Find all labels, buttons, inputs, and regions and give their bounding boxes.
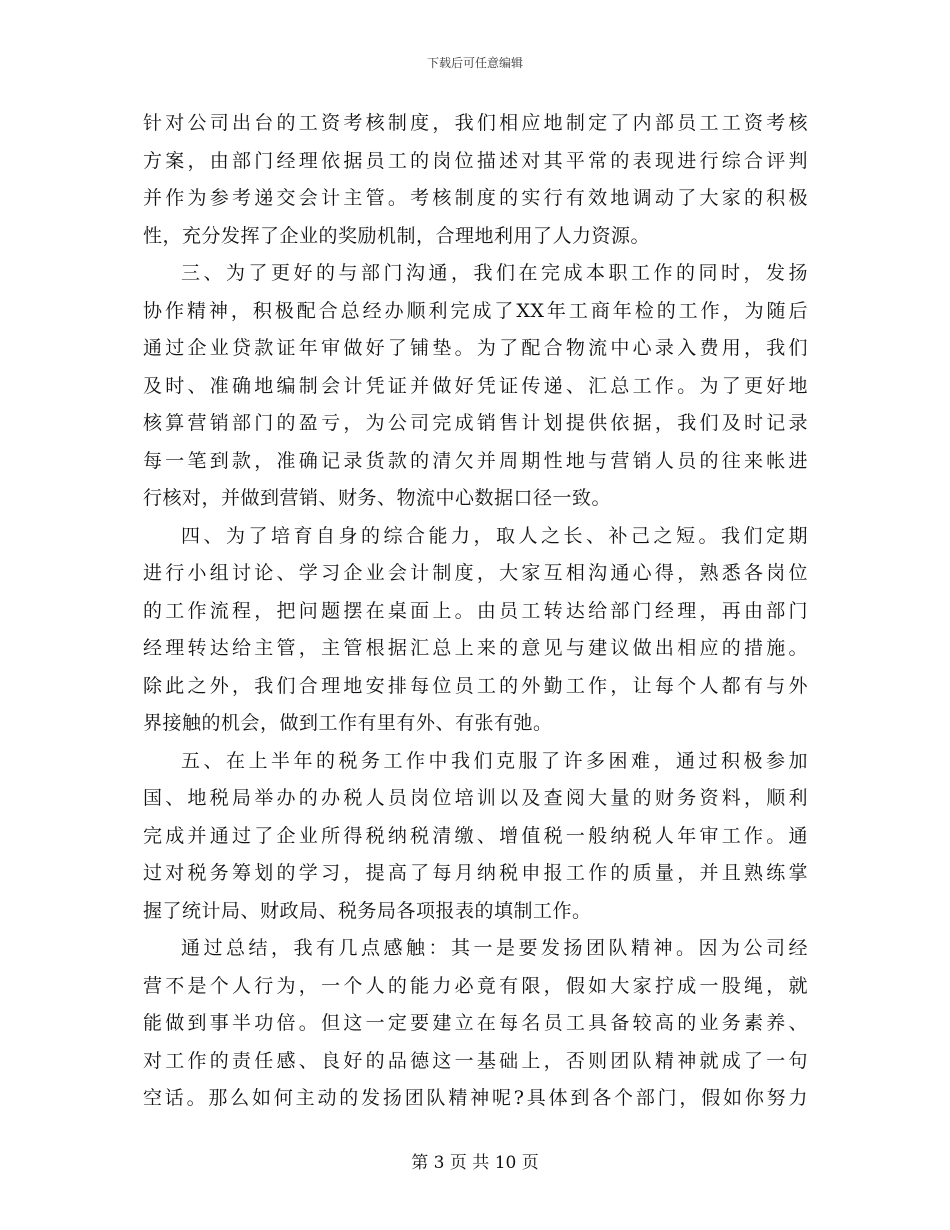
text-line: 经理转达给主管，主管根据汇总上来的意见与建议做出相应的措施。	[143, 637, 808, 659]
text-line: 三、为了更好的与部门沟通，我们在完成本职工作的同时，发扬	[181, 262, 808, 284]
text-line: 的工作流程，把问题摆在桌面上。由员工转达给部门经理，再由部门	[143, 599, 808, 622]
text-line: 性，充分发挥了企业的奖励机制，合理地利用了人力资源。	[143, 224, 651, 247]
text-line: 空话。那么如何主动的发扬团队精神呢?具体到各个部门，假如你努力	[143, 1087, 808, 1109]
text-line: 握了统计局、财政局、税务局各项报表的填制工作。	[143, 899, 592, 922]
text-line: 对工作的责任感、良好的品德这一基础上，否则团队精神就成了一句	[143, 1049, 808, 1072]
text-line: 并作为参考递交会计主管。考核制度的实行有效地调动了大家的积极	[143, 187, 808, 209]
document-body	[143, 105, 808, 1118]
text-line: 通过企业贷款证年审做好了铺垫。为了配合物流中心录入费用，我们	[143, 337, 808, 359]
text-line: 行核对，并做到营销、财务、物流中心数据口径一致。	[143, 487, 612, 509]
page-header-note: 下载后可任意编辑	[426, 56, 523, 70]
text-line: 界接触的机会，做到工作有里有外、有张有弛。	[143, 712, 553, 734]
text-line: 针对公司出台的工资考核制度，我们相应地制定了内部员工工资考核	[143, 112, 808, 134]
text-line: 四、为了培育自身的综合能力，取人之长、补己之短。我们定期	[181, 524, 808, 547]
text-line: 五、在上半年的税务工作中我们克服了许多困难，通过积极参加	[181, 749, 808, 772]
text-line: 协作精神，积极配合总经办顺利完成了XX年工商年检的工作，为随后	[143, 299, 808, 322]
text-line: 过对税务筹划的学习，提高了每月纳税申报工作的质量，并且熟练掌	[143, 862, 808, 884]
text-line: 进行小组讨论、学习企业会计制度，大家互相沟通心得，熟悉各岗位	[143, 562, 808, 584]
text-line: 及时、准确地编制会计凭证并做好凭证传递、汇总工作。为了更好地	[143, 374, 808, 397]
text-line: 每一笔到款，准确记录货款的清欠并周期性地与营销人员的往来帐进	[143, 449, 808, 472]
page-number-footer: 第 3 页 共 10 页	[411, 1153, 539, 1173]
text-line: 营不是个人行为，一个人的能力必竟有限，假如大家拧成一股绳，就	[143, 974, 808, 997]
text-line: 方案，由部门经理依据员工的岗位描述对其平常的表现进行综合评判	[143, 149, 808, 172]
text-line: 完成并通过了企业所得税纳税清缴、增值税一般纳税人年审工作。通	[143, 824, 808, 847]
text-line: 通过总结，我有几点感触：其一是要发扬团队精神。因为公司经	[181, 937, 808, 959]
text-line: 除此之外，我们合理地安排每位员工的外勤工作，让每个人都有与外	[143, 674, 808, 697]
text-line: 国、地税局举办的办税人员岗位培训以及查阅大量的财务资料，顺利	[143, 787, 808, 809]
text-line: 核算营销部门的盈亏，为公司完成销售计划提供依据，我们及时记录	[143, 412, 808, 434]
text-line: 能做到事半功倍。但这一定要建立在每名员工具备较高的业务素养、	[143, 1012, 808, 1034]
